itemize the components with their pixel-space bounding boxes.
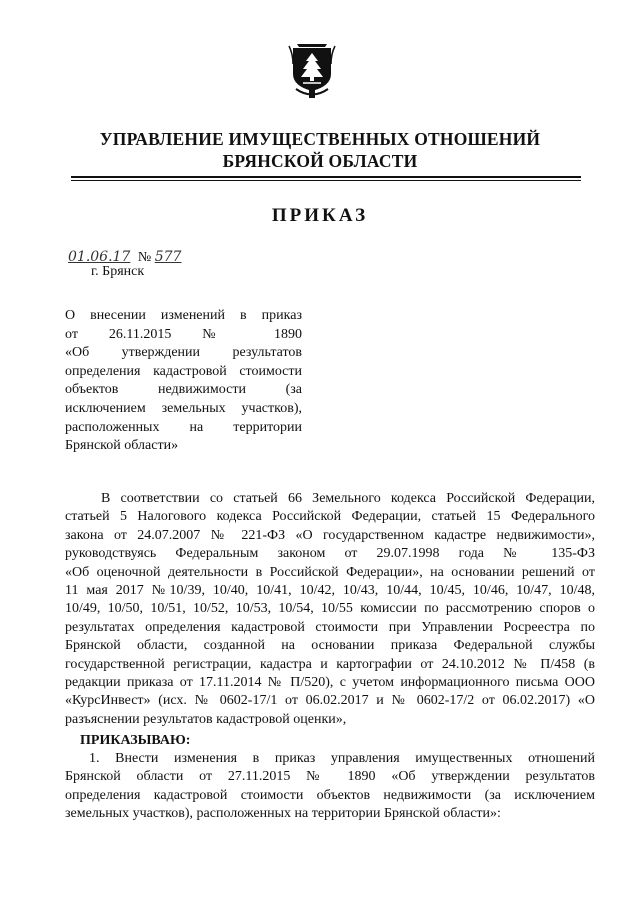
header-divider-thick [71,176,581,178]
handwritten-date: 01.06.17 [68,249,131,265]
order-item-line: определения кадастровой стоимости объектов недвижимости (за исключением [65,787,595,803]
preamble-line: статьей 5 Налогового кодекса Российской Федерации, статьей 15 Федерального [65,509,595,525]
preamble-line: Брянской области, созданной на основании приказа Федеральной службы [65,638,595,654]
preamble-line: 11 мая 2017 №10/39, 10/40, 10/41, 10/42, 10/43, 10/44, 10/45, 10/46, 10/47, 10/48, [65,583,595,599]
preamble-line: В соответствии со статьей 66 Земельного кодекса Российской Федерации, [101,491,595,506]
preamble-line: руководствуясь Федеральным законом от 29.07.1998 года № 135-ФЗ [65,546,595,562]
preamble-line: закона от 24.07.2007 № 221-ФЗ «О государственном кадастре недвижимости», [65,527,595,543]
preamble-line: 10/49, 10/50, 10/51, 10/52, 10/53, 10/54, 10/55 комиссии по рассмотрению споров о [65,601,595,617]
city: г. Брянск [91,264,145,279]
subject-line: от 26.11.2015 № 1890 [65,326,302,342]
handwritten-number: 577 [154,249,182,265]
subject-block [65,307,302,456]
order-heading: ПРИКАЗЫВАЮ: [80,733,191,748]
preamble-line: разъяснении результатов кадастровой оценки», [65,711,347,727]
order-item-1 [65,750,595,824]
subject-line: О внесении изменений в приказ [65,308,302,323]
header-divider-thin [71,180,581,181]
preamble-line: редакции приказа от 17.11.2014 № П/520), с учетом информационного письма ООО [65,675,595,691]
number-sign: № [137,250,152,265]
organization-name-line1: УПРАВЛЕНИЕ ИМУЩЕСТВЕННЫХ ОТНОШЕНИЙ [99,129,541,149]
coat-of-arms-icon [287,42,337,100]
order-item-line: Брянской области от 27.11.2015 № 1890 «Об утверждении результатов [65,769,595,785]
subject-line: объектов недвижимости (за [65,382,302,398]
subject-line: расположенных на территории [65,419,302,435]
preamble-line: результатах определения кадастровой стоимости при Управлении Росреестра по [65,619,595,635]
subject-line: исключением земельных участков), [65,400,302,416]
document-title: ПРИКАЗ [271,205,369,226]
preamble-paragraph [65,490,595,729]
subject-line: определения кадастровой стоимости [65,363,302,379]
preamble-line: государственной регистрации, кадастра и картографии от 24.10.2012 № П/458 (в [65,656,595,672]
organization-name-line2: БРЯНСКОЙ ОБЛАСТИ [222,151,418,171]
subject-line: Брянской области» [65,438,179,454]
order-item-line: 1. Внести изменения в приказ управления имущественных отношений [89,751,595,766]
preamble-line: «Об оценочной деятельности в Российской Федерации», на основании решений от [65,564,595,580]
preamble-line: «КурсИнвест» (исх. № 0602-17/1 от 06.02.2017 и № 0602-17/2 от 06.02.2017) «О [65,693,595,709]
subject-line: «Об утверждении результатов [65,345,302,361]
order-item-line: земельных участков), расположенных на территории Брянской области»: [65,806,501,822]
